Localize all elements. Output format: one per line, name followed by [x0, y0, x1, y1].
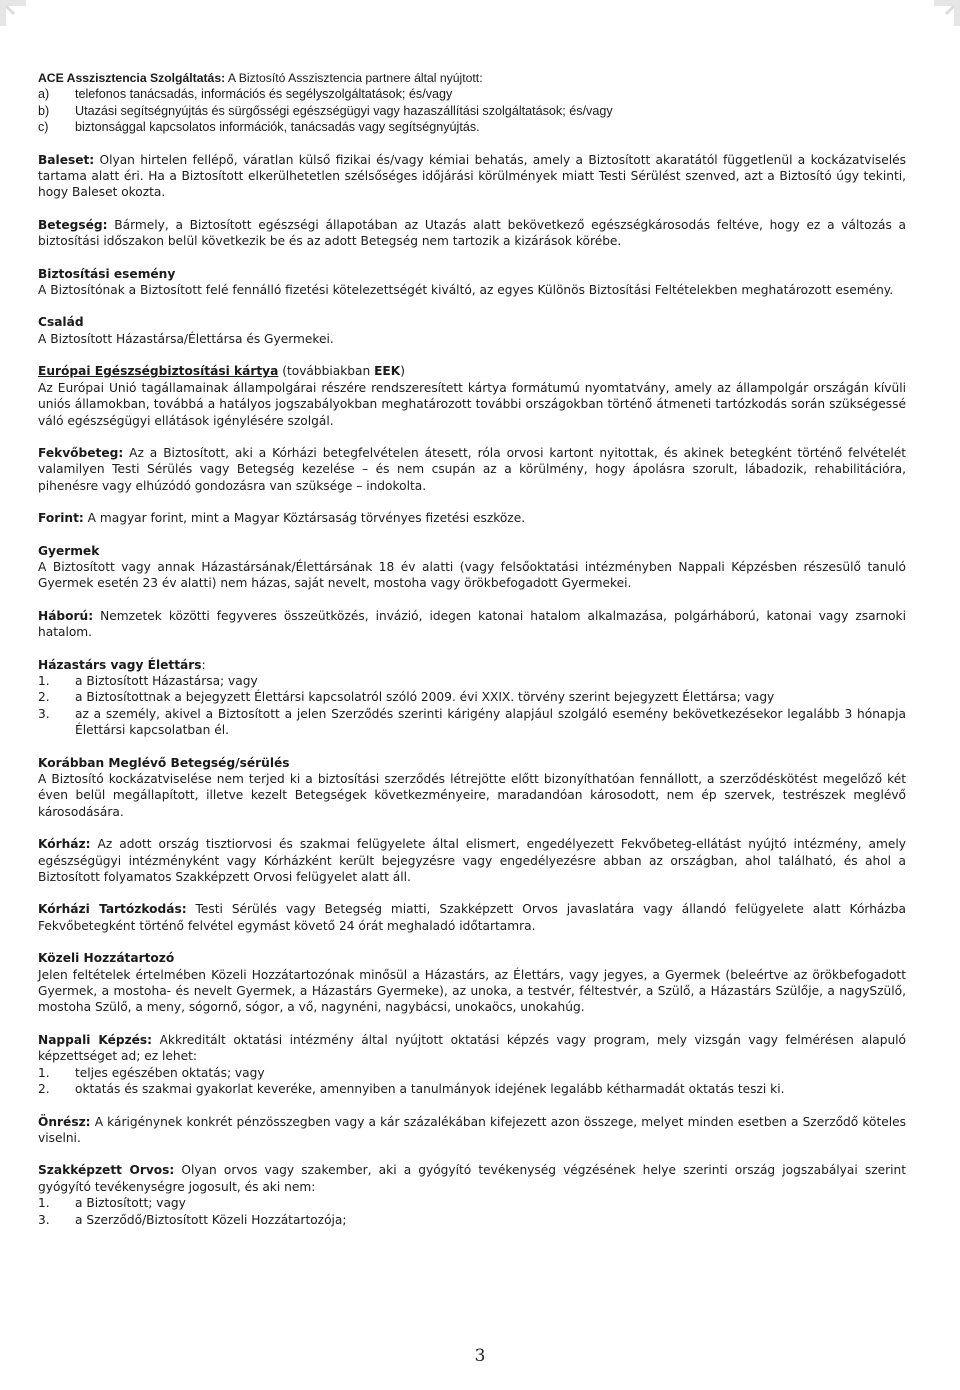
list-marker: 1.: [38, 1196, 50, 1211]
list-item: [38, 119, 906, 135]
term-korabban-meglevo: Korábban Meglévő Betegség/sérülés: [38, 755, 290, 770]
list-marker: 1.: [38, 1065, 50, 1080]
corner-mark-left-icon: [0, 0, 26, 26]
definition-szakkepzett-orvos: [38, 1162, 906, 1228]
term-nappali-kepzes: Nappali Képzés:: [38, 1032, 153, 1047]
term-hazastars: Házastárs vagy Élettárs: [38, 657, 202, 672]
list-marker: 1.: [38, 673, 50, 688]
list-text: az a személy, akivel a Biztosított a jelen Szerződés szerinti kárigény alapjául szolgáló esemény bekövetkezésekor legalább 3 hónapja Élettársi kapcsolatban él.: [75, 706, 906, 738]
term-haboru: Háború:: [38, 608, 94, 623]
list-item: [38, 1065, 906, 1081]
term-csalad: Család: [38, 315, 84, 330]
eek-abbr: EEK: [374, 364, 401, 379]
definition-csalad: [38, 314, 906, 347]
def-ace: A Biztosító Asszisztencia partnere által nyújtott:: [225, 71, 483, 85]
definition-korhazi-tartozkodas: [38, 901, 906, 934]
def-eek: Az Európai Unió tagállamainak állampolgárai részére rendszeresített kártya formátumú nyomtatvány, amely az állampolgár országán kívüli uniós államokban, továbbá a hatályos jogszabályokban meghatározott további országokban történő átmeneti tartózkodás során szükségessé váló egészségügyi ellátások igénylésére szolgál.: [38, 380, 906, 428]
term-korhazi-tartozkodas: Kórházi Tartózkodás:: [38, 902, 187, 917]
definition-forint: [38, 510, 906, 526]
definition-hazastars: [38, 657, 906, 739]
term-gyermek: Gyermek: [38, 543, 100, 558]
list-marker: b): [38, 103, 50, 118]
list-marker: 2.: [38, 1082, 50, 1097]
list-item: [38, 706, 906, 739]
def-forint: A magyar forint, mint a Magyar Köztársaság törvényes fizetési eszköze.: [83, 511, 526, 526]
list-item: [38, 1195, 906, 1211]
def-nappali-kepzes: Akkreditált oktatási intézmény által nyújtott oktatási képzés vagy program, mely vizsgán vagy felmérésen alapuló képzettséget ad; ez lehet:: [38, 1032, 907, 1064]
eek-close: ): [400, 364, 405, 379]
def-betegseg: Bármely, a Biztosított egészségi állapotában az Utazás alatt bekövetkező egészségkárosodás feltéve, hogy ez a változás a biztosítási időszakon belül következik be és az adott Betegség nem tartozik a kizárások körébe.: [38, 217, 906, 249]
list-item: [38, 86, 906, 102]
list-marker: 2.: [38, 690, 50, 705]
list-text: telefonos tanácsadás, információs és segélyszolgáltatások; és/vagy: [75, 87, 453, 102]
definition-betegseg: [38, 217, 906, 250]
page-number: 3: [474, 1346, 486, 1366]
def-korabban-meglevo: A Biztosító kockázatviselése nem terjed ki a biztosítási szerződés létrejötte előtt bizonyíthatóan fennállott, a szerződéskötést megelőző két éven belül megállapított, illetve kezelt Betegségek következményeire, maradandóan károsodott, nem ép szervek, testrészek meglévő károsodására.: [38, 772, 906, 819]
corner-mark-right-icon: [934, 0, 960, 26]
def-haboru: Nemzetek közötti fegyveres összeütközés, invázió, idegen katonai hatalom alkalmazása, polgárháború, katonai vagy zsarnoki hatalom.: [38, 608, 906, 640]
list-marker: c): [38, 120, 49, 135]
list-text: a Biztosított Házastársa; vagy: [75, 673, 258, 688]
list-item: [38, 673, 906, 689]
list-text: oktatás és szakmai gyakorlat keveréke, amennyiben a tanulmányok idejének legalább kétharmadát oktatás teszi ki.: [75, 1082, 785, 1097]
definition-kozeli-hozzatartozo: [38, 950, 906, 1016]
term-korhaz: Kórház:: [38, 837, 91, 852]
def-kozeli-hozzatartozo: Jelen feltételek értelmében Közeli Hozzátartozónak minősül a Házastárs, az Élettárs, vagy jegyes, a Gyermek (beleértve az örökbefogadott Gyermek, a mostoha- és nevelt Gyermek, a Házastárs Gyermeke), az unoka, a testvér, féltestvér, a Szülő, a Házastárs Szülője, a nagySzülő, mostoha Szülő, a meny, sógornő, sógor, a vő, nagynéni, nagybácsi, unokaöcs, unokahúg.: [38, 967, 906, 1015]
list-text: biztonsággal kapcsolatos információk, tanácsadás vagy segítségnyújtás.: [75, 120, 480, 135]
list-marker: a): [38, 87, 50, 102]
list-text: teljes egészében oktatás; vagy: [75, 1065, 265, 1080]
list-text: a Szerződő/Biztosított Közeli Hozzátartozója;: [75, 1212, 347, 1227]
list-item: [38, 103, 906, 119]
term-onresz: Önrész:: [38, 1114, 91, 1129]
term-kozeli-hozzatartozo: Közeli Hozzátartozó: [38, 951, 175, 966]
list-marker: 3.: [38, 1212, 50, 1227]
document-body: [38, 70, 906, 1244]
def-baleset: Olyan hirtelen fellépő, váratlan külső fizikai és/vagy kémiai behatás, amely a Biztosított akaratától függetlenül a kockázatviselés tartama alatt éri. Ha a Biztosított elkerülhetetlen szélsőséges időjárási körülmények miatt Testi Sérülést szenved, azt a Biztosító úgy tekinti, hogy Baleset okozta.: [38, 152, 906, 200]
term-eek: Európai Egészségbiztosítási kártya: [38, 364, 279, 379]
list-item: [38, 689, 906, 705]
definition-nappali-kepzes: [38, 1032, 906, 1098]
definition-haboru: [38, 608, 906, 641]
definition-korabban-meglevo: [38, 755, 906, 821]
definition-baleset: [38, 152, 906, 201]
term-colon: :: [201, 657, 206, 672]
eek-mid: (továbbiakban: [278, 364, 375, 379]
term-betegseg: Betegség:: [38, 217, 108, 232]
list-marker: 3.: [38, 706, 50, 721]
definition-onresz: [38, 1114, 906, 1147]
definition-fekvobeteg: [38, 445, 906, 494]
def-korhaz: Az adott ország tisztiorvosi és szakmai felügyelete által elismert, engedélyezett Fekvőbeteg-ellátást nyújtó intézmény, amely egészségügyi intézményként vagy Kórházként került bejegyzésre vagy engedélyezésre abban az országban, ahol található, és ahol a Biztosított folyamatos Szakképzett Orvosi felügyelet alatt áll.: [38, 837, 906, 885]
term-fekvobeteg: Fekvőbeteg:: [38, 445, 124, 460]
definition-ace: [38, 70, 906, 136]
def-onresz: A kárigénynek konkrét pénzösszegben vagy a kár százalékában kifejezett azon összege, melyet minden esetben a Szerződő köteles viselni.: [38, 1114, 906, 1145]
list-text: a Biztosítottnak a bejegyzett Élettársi kapcsolatról szóló 2009. évi XXIX. törvény szerint bejegyzett Élettársa; vagy: [75, 690, 775, 705]
list-text: Utazási segítségnyújtás és sürgősségi egészségügyi vagy hazaszállítási szolgáltatások; és/vagy: [75, 103, 613, 118]
def-biztositasi-esemeny: A Biztosítónak a Biztosított felé fennálló fizetési kötelezettségét kiváltó, az egyes Különös Biztosítási Feltételekben meghatározott esemény.: [38, 283, 894, 298]
term-biztositasi-esemeny: Biztosítási esemény: [38, 266, 176, 281]
def-gyermek: A Biztosított vagy annak Házastársának/Élettársának 18 év alatti (vagy felsőoktatási intézményben Nappali Képzésben részesülő tanuló Gyermek esetén 23 év alatti) nem házas, saját nevelt, mostoha vagy örökbefogadott Gyermekei.: [38, 559, 906, 591]
def-korhazi-tartozkodas: Testi Sérülés vagy Betegség miatti, Szakképzett Orvos javaslatára vagy állandó felügyelete alatt Kórházba Fekvőbetegként történő felvétel egymást követő 24 órát meghaladó időtartamra.: [38, 902, 906, 933]
term-forint: Forint:: [38, 511, 84, 526]
definition-gyermek: [38, 543, 906, 592]
definition-eek: [38, 363, 906, 429]
list-text: a Biztosított; vagy: [75, 1196, 186, 1211]
term-szakkepzett-orvos: Szakképzett Orvos:: [38, 1163, 175, 1178]
def-csalad: A Biztosított Házastársa/Élettársa és Gyermekei.: [38, 331, 334, 346]
list-item: [38, 1081, 906, 1097]
definition-biztositasi-esemeny: [38, 266, 906, 299]
list-item: [38, 1212, 906, 1228]
definition-korhaz: [38, 836, 906, 885]
def-fekvobeteg: Az a Biztosított, aki a Kórházi betegfelvételen átesett, róla orvosi kartont nyitottak, és akinek betegként történő felvételét valamilyen Testi Sérülés vagy Betegség kezelése – és nem csupán az a körülmény, hogy ápolásra szorult, lábadozik, rehabilitációra, pihenésre vagy elhúzódó gondozásra van szüksége – indokolta.: [38, 445, 906, 493]
def-szakkepzett-orvos: Olyan orvos vagy szakember, aki a gyógyító tevékenység végzésének helye szerinti ország jogszabályai szerint gyógyító tevékenységre jogosult, és aki nem:: [38, 1163, 906, 1194]
term-baleset: Baleset:: [38, 152, 95, 167]
term-ace: ACE Asszisztencia Szolgáltatás:: [38, 71, 226, 85]
